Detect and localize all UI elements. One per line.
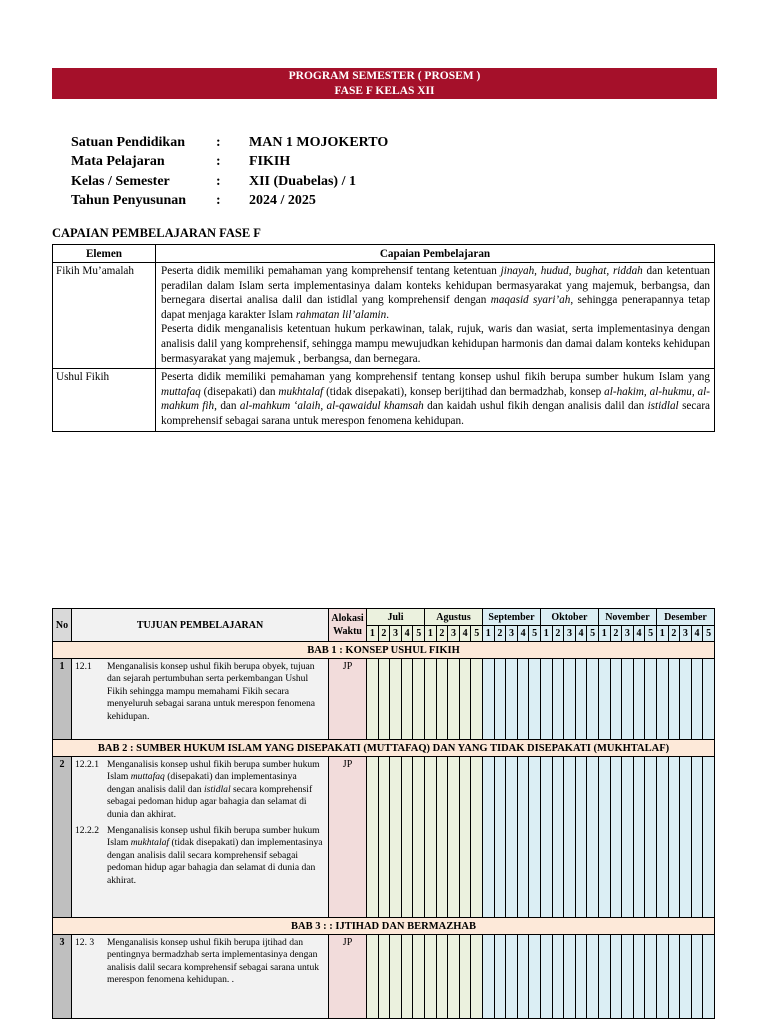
week-number: 4 xyxy=(633,626,645,642)
week-cell xyxy=(482,659,494,740)
week-number: 4 xyxy=(459,626,471,642)
week-cell xyxy=(448,757,460,918)
week-cell xyxy=(482,935,494,1019)
info-label: Kelas / Semester xyxy=(71,173,170,189)
jp-cell: JP xyxy=(329,757,367,918)
week-cell xyxy=(575,757,587,918)
week-cell xyxy=(564,757,576,918)
month-header: Agustus xyxy=(425,609,483,626)
week-cell xyxy=(367,757,379,918)
week-cell xyxy=(622,757,634,918)
week-cell xyxy=(529,659,541,740)
week-cell xyxy=(517,935,529,1019)
info-row xyxy=(71,153,388,173)
week-cell xyxy=(494,659,506,740)
week-cell xyxy=(413,659,425,740)
week-cell xyxy=(564,935,576,1019)
week-cell xyxy=(494,757,506,918)
header-alokasi-waktu: Alokasi Waktu xyxy=(329,609,367,642)
week-cell xyxy=(680,659,692,740)
week-cell xyxy=(645,935,657,1019)
title-line-2: FASE F KELAS XII xyxy=(334,84,435,97)
tujuan-cell: 12.2.1 Menganalisis konsep ushul fikih berupa sumber hukum Islam muttafaq (disepakati) dan implementasinya dengan analisis dalil dan istidlal secara komprehensif sebagai pedoman hidup agar bahagia dan selamat di dunia dan akhirat. 12.2.2 Menganalisis konsep ushul fikih berupa sumber hukum Islam mukhtalaf (tidak disepakati) dan implementasinya dengan analisis dalil secara komprehensif sebagai pedoman hidup agar bahagia dan selamat di dunia dan akhirat. xyxy=(72,757,329,918)
week-cell xyxy=(448,659,460,740)
week-cell xyxy=(378,659,390,740)
info-colon: : xyxy=(216,193,221,209)
week-cell xyxy=(436,659,448,740)
week-cell xyxy=(552,659,564,740)
week-cell xyxy=(633,659,645,740)
week-cell xyxy=(703,659,715,740)
week-number: 3 xyxy=(448,626,460,642)
week-cell xyxy=(506,757,518,918)
month-header: Desember xyxy=(656,609,714,626)
week-cell xyxy=(691,935,703,1019)
week-number: 2 xyxy=(436,626,448,642)
week-cell xyxy=(656,659,668,740)
week-number: 4 xyxy=(401,626,413,642)
month-header: November xyxy=(598,609,656,626)
week-cell xyxy=(622,659,634,740)
week-number: 5 xyxy=(587,626,599,642)
info-label: Mata Pelajaran xyxy=(71,154,165,170)
week-number: 2 xyxy=(494,626,506,642)
week-number: 5 xyxy=(529,626,541,642)
jp-cell: JP xyxy=(329,935,367,1019)
week-number: 2 xyxy=(610,626,622,642)
week-cell xyxy=(610,935,622,1019)
week-number: 3 xyxy=(390,626,402,642)
header-tujuan: TUJUAN PEMBELAJARAN xyxy=(72,609,329,642)
capaian-section-title: CAPAIAN PEMBELAJARAN FASE F xyxy=(52,226,261,240)
week-cell xyxy=(401,935,413,1019)
week-cell xyxy=(610,659,622,740)
week-number: 1 xyxy=(598,626,610,642)
row-number: 2 xyxy=(53,757,72,918)
row-number: 1 xyxy=(53,659,72,740)
week-cell xyxy=(378,757,390,918)
week-cell xyxy=(471,935,483,1019)
week-number: 1 xyxy=(367,626,379,642)
title-line-1: PROGRAM SEMESTER ( PROSEM ) xyxy=(288,70,481,82)
week-number: 2 xyxy=(668,626,680,642)
week-number: 5 xyxy=(645,626,657,642)
week-number: 4 xyxy=(517,626,529,642)
month-header: Juli xyxy=(367,609,425,626)
week-cell xyxy=(622,935,634,1019)
week-cell xyxy=(645,659,657,740)
info-label: Tahun Penyusunan xyxy=(71,193,187,209)
info-row xyxy=(71,133,388,153)
week-number: 5 xyxy=(703,626,715,642)
capaian-row xyxy=(53,369,715,431)
week-cell xyxy=(703,935,715,1019)
week-cell xyxy=(436,757,448,918)
week-cell xyxy=(494,935,506,1019)
week-number: 1 xyxy=(540,626,552,642)
week-cell xyxy=(540,757,552,918)
week-number: 4 xyxy=(691,626,703,642)
capaian-header-elemen: Elemen xyxy=(53,245,156,263)
week-cell xyxy=(645,757,657,918)
week-cell xyxy=(390,935,402,1019)
week-cell xyxy=(668,659,680,740)
title-banner xyxy=(52,68,717,99)
info-colon: : xyxy=(216,154,221,170)
week-cell xyxy=(633,757,645,918)
week-cell xyxy=(413,935,425,1019)
week-cell xyxy=(587,935,599,1019)
week-cell xyxy=(367,659,379,740)
week-cell xyxy=(448,935,460,1019)
capaian-description: Peserta didik memiliki pemahaman yang komprehensif tentang ketentuan jinayah, hudud, bughat, riddah dan ketentuan peradilan dalam Islam serta implementasinya dalam konteks kehidupan bermasyarakat yang majemuk, berbangsa, dan bernegara disertai analisa dalil dan istidlal yang komprehensif dengan maqasid syari’ah, sehingga penerapannya tetap dapat menjaga karakter Islam rahmatan lil’alamin. Peserta didik menganalisis ketentuan hukum perkawinan, talak, rujuk, waris dan wasiat, serta implementasinya dengan analisis dalil yang komprehensif, sehingga mampu mewujudkan kehidupan harmonis dan damai dalam konteks kehidupan bermasyarakat yang majemuk , berbangsa, dan bernegara. xyxy=(156,263,715,369)
week-cell xyxy=(680,935,692,1019)
week-number: 2 xyxy=(378,626,390,642)
header-no: No xyxy=(53,609,72,642)
week-number: 1 xyxy=(482,626,494,642)
week-cell xyxy=(598,757,610,918)
info-colon: : xyxy=(216,173,221,189)
month-header: September xyxy=(482,609,540,626)
week-cell xyxy=(390,659,402,740)
week-cell xyxy=(656,935,668,1019)
week-cell xyxy=(506,935,518,1019)
week-cell xyxy=(517,757,529,918)
week-cell xyxy=(587,659,599,740)
week-cell xyxy=(517,659,529,740)
tujuan-cell: 12.1 Menganalisis konsep ushul fikih berupa obyek, tujuan dan sejarah pertumbuhan serta perkembangan Ushul Fikih sehingga mampu memahami Fikih secara menyeluruh sebagai sarana untuk merespon fenomena kehidupan. xyxy=(72,659,329,740)
week-cell xyxy=(575,659,587,740)
week-cell xyxy=(610,757,622,918)
info-value: FIKIH xyxy=(249,154,291,170)
week-cell xyxy=(668,757,680,918)
info-label: Satuan Pendidikan xyxy=(71,134,185,150)
week-cell xyxy=(425,757,437,918)
week-number: 3 xyxy=(506,626,518,642)
capaian-row xyxy=(53,263,715,369)
week-cell xyxy=(552,935,564,1019)
week-cell xyxy=(529,935,541,1019)
week-cell xyxy=(656,757,668,918)
capaian-elemen: Ushul Fikih xyxy=(53,369,156,431)
tujuan-cell: 12. 3 Menganalisis konsep ushul fikih berupa ijtihad dan pentingnya bermadzhab serta implementasinya dengan analisis dalil secara komprehensif sebagai sarana untuk merespon fenomena kehidupan. . xyxy=(72,935,329,1019)
week-number: 3 xyxy=(680,626,692,642)
month-header: Oktober xyxy=(540,609,598,626)
week-cell xyxy=(680,757,692,918)
week-cell xyxy=(506,659,518,740)
week-cell xyxy=(471,659,483,740)
week-cell xyxy=(575,935,587,1019)
info-value: 2024 / 2025 xyxy=(249,193,316,209)
week-cell xyxy=(598,659,610,740)
identity-info xyxy=(71,133,388,211)
bab-2-heading: BAB 2 : SUMBER HUKUM ISLAM YANG DISEPAKATI (MUTTAFAQ) DAN YANG TIDAK DISEPAKATI (MUKHTALAF) xyxy=(53,740,715,757)
week-cell xyxy=(668,935,680,1019)
week-cell xyxy=(691,659,703,740)
week-cell xyxy=(390,757,402,918)
week-cell xyxy=(401,757,413,918)
capaian-description: Peserta didik memiliki pemahaman yang komprehensif tentang konsep ushul fikih berupa sumber hukum Islam yang muttafaq (disepakati) dan mukhtalaf (tidak disepakati), konsep berijtihad dan bermadzhab, konsep al-hakim, al-hukmu, al-mahkum fih, dan al-mahkum ‘alaih, al-qawaidul khamsah dan kaidah ushul fikih dengan analisis dalil dan istidlal secara komprehensif sebagai sarana untuk merespon fenomena kehidupan. xyxy=(156,369,715,431)
week-number: 2 xyxy=(552,626,564,642)
week-cell xyxy=(691,757,703,918)
info-row xyxy=(71,192,388,212)
week-cell xyxy=(459,935,471,1019)
week-cell xyxy=(703,757,715,918)
week-cell xyxy=(459,659,471,740)
week-cell xyxy=(367,935,379,1019)
jp-cell: JP xyxy=(329,659,367,740)
info-value: MAN 1 MOJOKERTO xyxy=(249,134,389,150)
capaian-table xyxy=(52,244,715,432)
week-cell xyxy=(598,935,610,1019)
info-value: XII (Duabelas) / 1 xyxy=(249,173,356,189)
week-number: 1 xyxy=(656,626,668,642)
row-number: 3 xyxy=(53,935,72,1019)
week-cell xyxy=(413,757,425,918)
week-number: 3 xyxy=(564,626,576,642)
week-number: 3 xyxy=(622,626,634,642)
capaian-elemen: Fikih Mu’amalah xyxy=(53,263,156,369)
info-colon: : xyxy=(216,134,221,150)
week-cell xyxy=(587,757,599,918)
week-cell xyxy=(425,659,437,740)
week-number: 4 xyxy=(575,626,587,642)
week-cell xyxy=(459,757,471,918)
week-number: 5 xyxy=(413,626,425,642)
bab-1-heading: BAB 1 : KONSEP USHUL FIKIH xyxy=(53,642,715,659)
week-cell xyxy=(401,659,413,740)
bab-3-heading: BAB 3 : : IJTIHAD DAN BERMAZHAB xyxy=(53,918,715,935)
week-cell xyxy=(529,757,541,918)
week-cell xyxy=(471,757,483,918)
week-cell xyxy=(425,935,437,1019)
week-cell xyxy=(540,659,552,740)
week-cell xyxy=(482,757,494,918)
schedule-table xyxy=(52,608,715,1019)
week-cell xyxy=(378,935,390,1019)
week-cell xyxy=(552,757,564,918)
week-cell xyxy=(564,659,576,740)
capaian-header-capaian: Capaian Pembelajaran xyxy=(156,245,715,263)
week-number: 1 xyxy=(425,626,437,642)
week-number: 5 xyxy=(471,626,483,642)
week-cell xyxy=(633,935,645,1019)
week-cell xyxy=(436,935,448,1019)
week-cell xyxy=(540,935,552,1019)
info-row xyxy=(71,172,388,192)
